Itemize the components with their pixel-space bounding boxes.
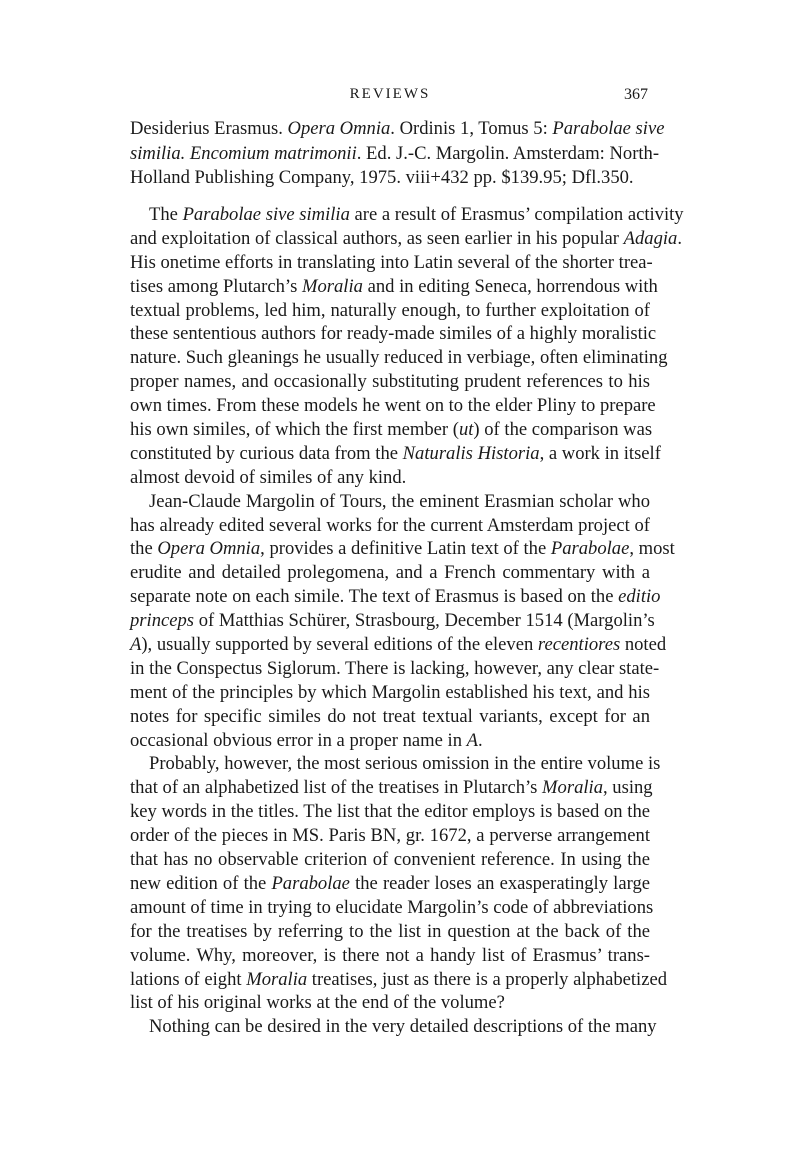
paragraph: [130, 490, 675, 753]
italic-text: editio: [618, 586, 661, 608]
text-line: [130, 394, 656, 418]
text-segment: almost devoid of similes of any kind.: [130, 466, 407, 488]
italic-text: Parabolae sive similia: [182, 204, 350, 225]
text-segment: that of an alphabetized list of the treatises in Plutarch’s: [130, 777, 543, 799]
text-segment: new edition of the: [130, 872, 272, 894]
text-line: [130, 117, 665, 142]
italic-text: A: [466, 729, 478, 751]
text-segment: nature. Such gleanings he usually reduced in verbiage, often eliminating: [130, 347, 668, 369]
italic-text: ut: [458, 419, 474, 441]
text-segment: , using: [603, 777, 653, 799]
italic-text: Opera Omnia: [287, 118, 391, 139]
text-segment: His onetime efforts in translating into Latin several of the shorter trea-: [130, 251, 653, 273]
text-line: [130, 585, 661, 609]
text-segment: proper names, and occasionally substituting prudent references to his: [130, 371, 650, 393]
text-segment: , provides a definitive Latin text of the: [260, 538, 551, 560]
text-line: [130, 609, 655, 633]
italic-text: Moralia: [542, 777, 603, 799]
text-line: [130, 681, 650, 705]
text-line: [130, 729, 650, 753]
text-segment: the: [130, 538, 158, 560]
text-line: [130, 944, 650, 968]
text-segment: tises among Plutarch’s: [130, 275, 302, 297]
text-line: [130, 872, 650, 896]
text-line: [130, 705, 650, 729]
text-line: [130, 370, 650, 394]
italic-text: Opera Omnia: [157, 538, 261, 560]
text-segment: , most: [629, 538, 675, 560]
text-segment: in the Conspectus Siglorum. There is lacking, however, any clear state-: [130, 657, 660, 679]
text-segment: own times. From these models he went on to the elder Pliny to prepare: [130, 395, 656, 417]
text-segment: that has no observable criterion of convenient reference. In using the: [130, 849, 650, 871]
text-line: [130, 920, 650, 944]
text-segment: notes for specific similes do not treat textual variants, except for an: [130, 705, 650, 727]
italic-text: Adagia: [623, 227, 678, 249]
text-segment: amount of time in trying to elucidate Margolin’s code of abbreviations: [130, 896, 654, 918]
review-body: [130, 203, 684, 1039]
text-segment: treatises, just as there is a properly alphabetized: [307, 968, 668, 990]
italic-text: A: [130, 634, 142, 656]
text-segment: key words in the titles. The list that the editor employs is based on the: [130, 801, 650, 823]
text-line: [130, 752, 661, 776]
text-line: [130, 968, 668, 992]
text-segment: for the treatises by referring to the list in question at the back of the: [130, 920, 650, 942]
text-line: [130, 251, 653, 275]
text-line: [130, 442, 661, 466]
italic-text: recentiores: [537, 634, 621, 656]
text-line: [130, 1015, 657, 1039]
bibliographic-citation: [130, 117, 665, 191]
text-segment: and in editing Seneca, horrendous with: [362, 275, 658, 297]
text-line: [130, 633, 667, 657]
text-line: [130, 800, 650, 824]
text-segment: volume. Why, moreover, is there not a handy list of Erasmus’ trans-: [130, 944, 650, 966]
text-segment: . Ordinis 1, Tomus 5:: [390, 118, 553, 139]
italic-text: similia. Encomium matrimonii: [130, 142, 357, 164]
paragraph: [130, 752, 668, 1015]
text-segment: , a work in itself: [539, 442, 661, 464]
italic-text: Parabolae: [550, 538, 630, 560]
text-line: [130, 299, 650, 323]
text-segment: Holland Publishing Company, 1975. viii+432 pp. $139.95; Dfl.350.: [130, 167, 634, 188]
page-number: 367: [624, 86, 648, 103]
text-segment: lations of eight: [130, 968, 247, 990]
text-segment: Desiderius Erasmus.: [130, 118, 288, 139]
text-line: [130, 418, 653, 442]
text-segment: ), usually supported by several editions of the eleven: [141, 634, 538, 656]
text-line: [130, 824, 650, 848]
text-segment: separate note on each simile. The text of Erasmus is based on the: [130, 586, 619, 608]
text-segment: textual problems, led him, naturally enough, to further exploitation of: [130, 299, 650, 321]
text-line: [130, 776, 653, 800]
text-segment: .: [478, 729, 483, 751]
text-segment: constituted by curious data from the: [130, 442, 403, 464]
text-line: [130, 203, 684, 227]
italic-text: princeps: [130, 610, 195, 632]
text-segment: .: [677, 227, 682, 249]
text-segment: Probably, however, the most serious omission in the entire volume is: [149, 753, 661, 775]
text-segment: The: [149, 204, 183, 225]
paragraph: [130, 203, 684, 490]
text-line: [130, 991, 650, 1015]
italic-text: Naturalis Historia: [402, 442, 540, 464]
text-line: [130, 346, 668, 370]
text-segment: ) of the comparison was: [473, 419, 653, 441]
paragraph: [130, 1015, 657, 1039]
running-header: [130, 86, 650, 110]
italic-text: Moralia: [301, 275, 363, 297]
text-line: [130, 466, 650, 490]
text-segment: these sententious authors for ready-made similes of a highly moralistic: [130, 323, 657, 345]
italic-text: Moralia: [246, 968, 308, 990]
text-segment: are a result of Erasmus’ compilation activity: [349, 204, 684, 225]
text-line: [130, 490, 650, 514]
text-line: [130, 537, 675, 561]
text-line: [130, 142, 660, 167]
text-line: [130, 514, 650, 538]
text-line: [130, 657, 660, 681]
text-line: [130, 227, 682, 251]
text-segment: the reader loses an exasperatingly large: [349, 872, 650, 894]
text-segment: of Matthias Schürer, Strasbourg, December 1514 (Margolin’s: [194, 610, 655, 632]
italic-text: Parabolae sive: [552, 118, 665, 139]
text-segment: his own similes, of which the first member (: [130, 419, 459, 441]
italic-text: Parabolae: [271, 872, 350, 894]
text-line: [130, 848, 650, 872]
text-line: [130, 275, 658, 299]
text-segment: Nothing can be desired in the very detailed descriptions of the many: [149, 1016, 657, 1038]
text-segment: . Ed. J.-C. Margolin. Amsterdam: North-: [356, 142, 660, 164]
text-segment: list of his original works at the end of the volume?: [130, 992, 505, 1014]
text-line: [130, 896, 654, 920]
text-segment: occasional obvious error in a proper name in: [130, 729, 467, 751]
text-segment: has already edited several works for the current Amsterdam project of: [130, 514, 650, 536]
text-line: [130, 322, 657, 346]
text-line: [130, 166, 650, 191]
text-segment: ment of the principles by which Margolin established his text, and his: [130, 681, 650, 703]
text-segment: noted: [620, 634, 667, 656]
running-title: REVIEWS: [349, 86, 431, 102]
text-line: [130, 561, 650, 585]
text-segment: erudite and detailed prolegomena, and a French commentary with a: [130, 562, 650, 584]
text-segment: order of the pieces in MS. Paris BN, gr. 1672, a perverse arrangement: [130, 825, 650, 847]
text-segment: and exploitation of classical authors, as seen earlier in his popular: [130, 227, 624, 249]
text-segment: Jean-Claude Margolin of Tours, the eminent Erasmian scholar who: [149, 490, 650, 512]
